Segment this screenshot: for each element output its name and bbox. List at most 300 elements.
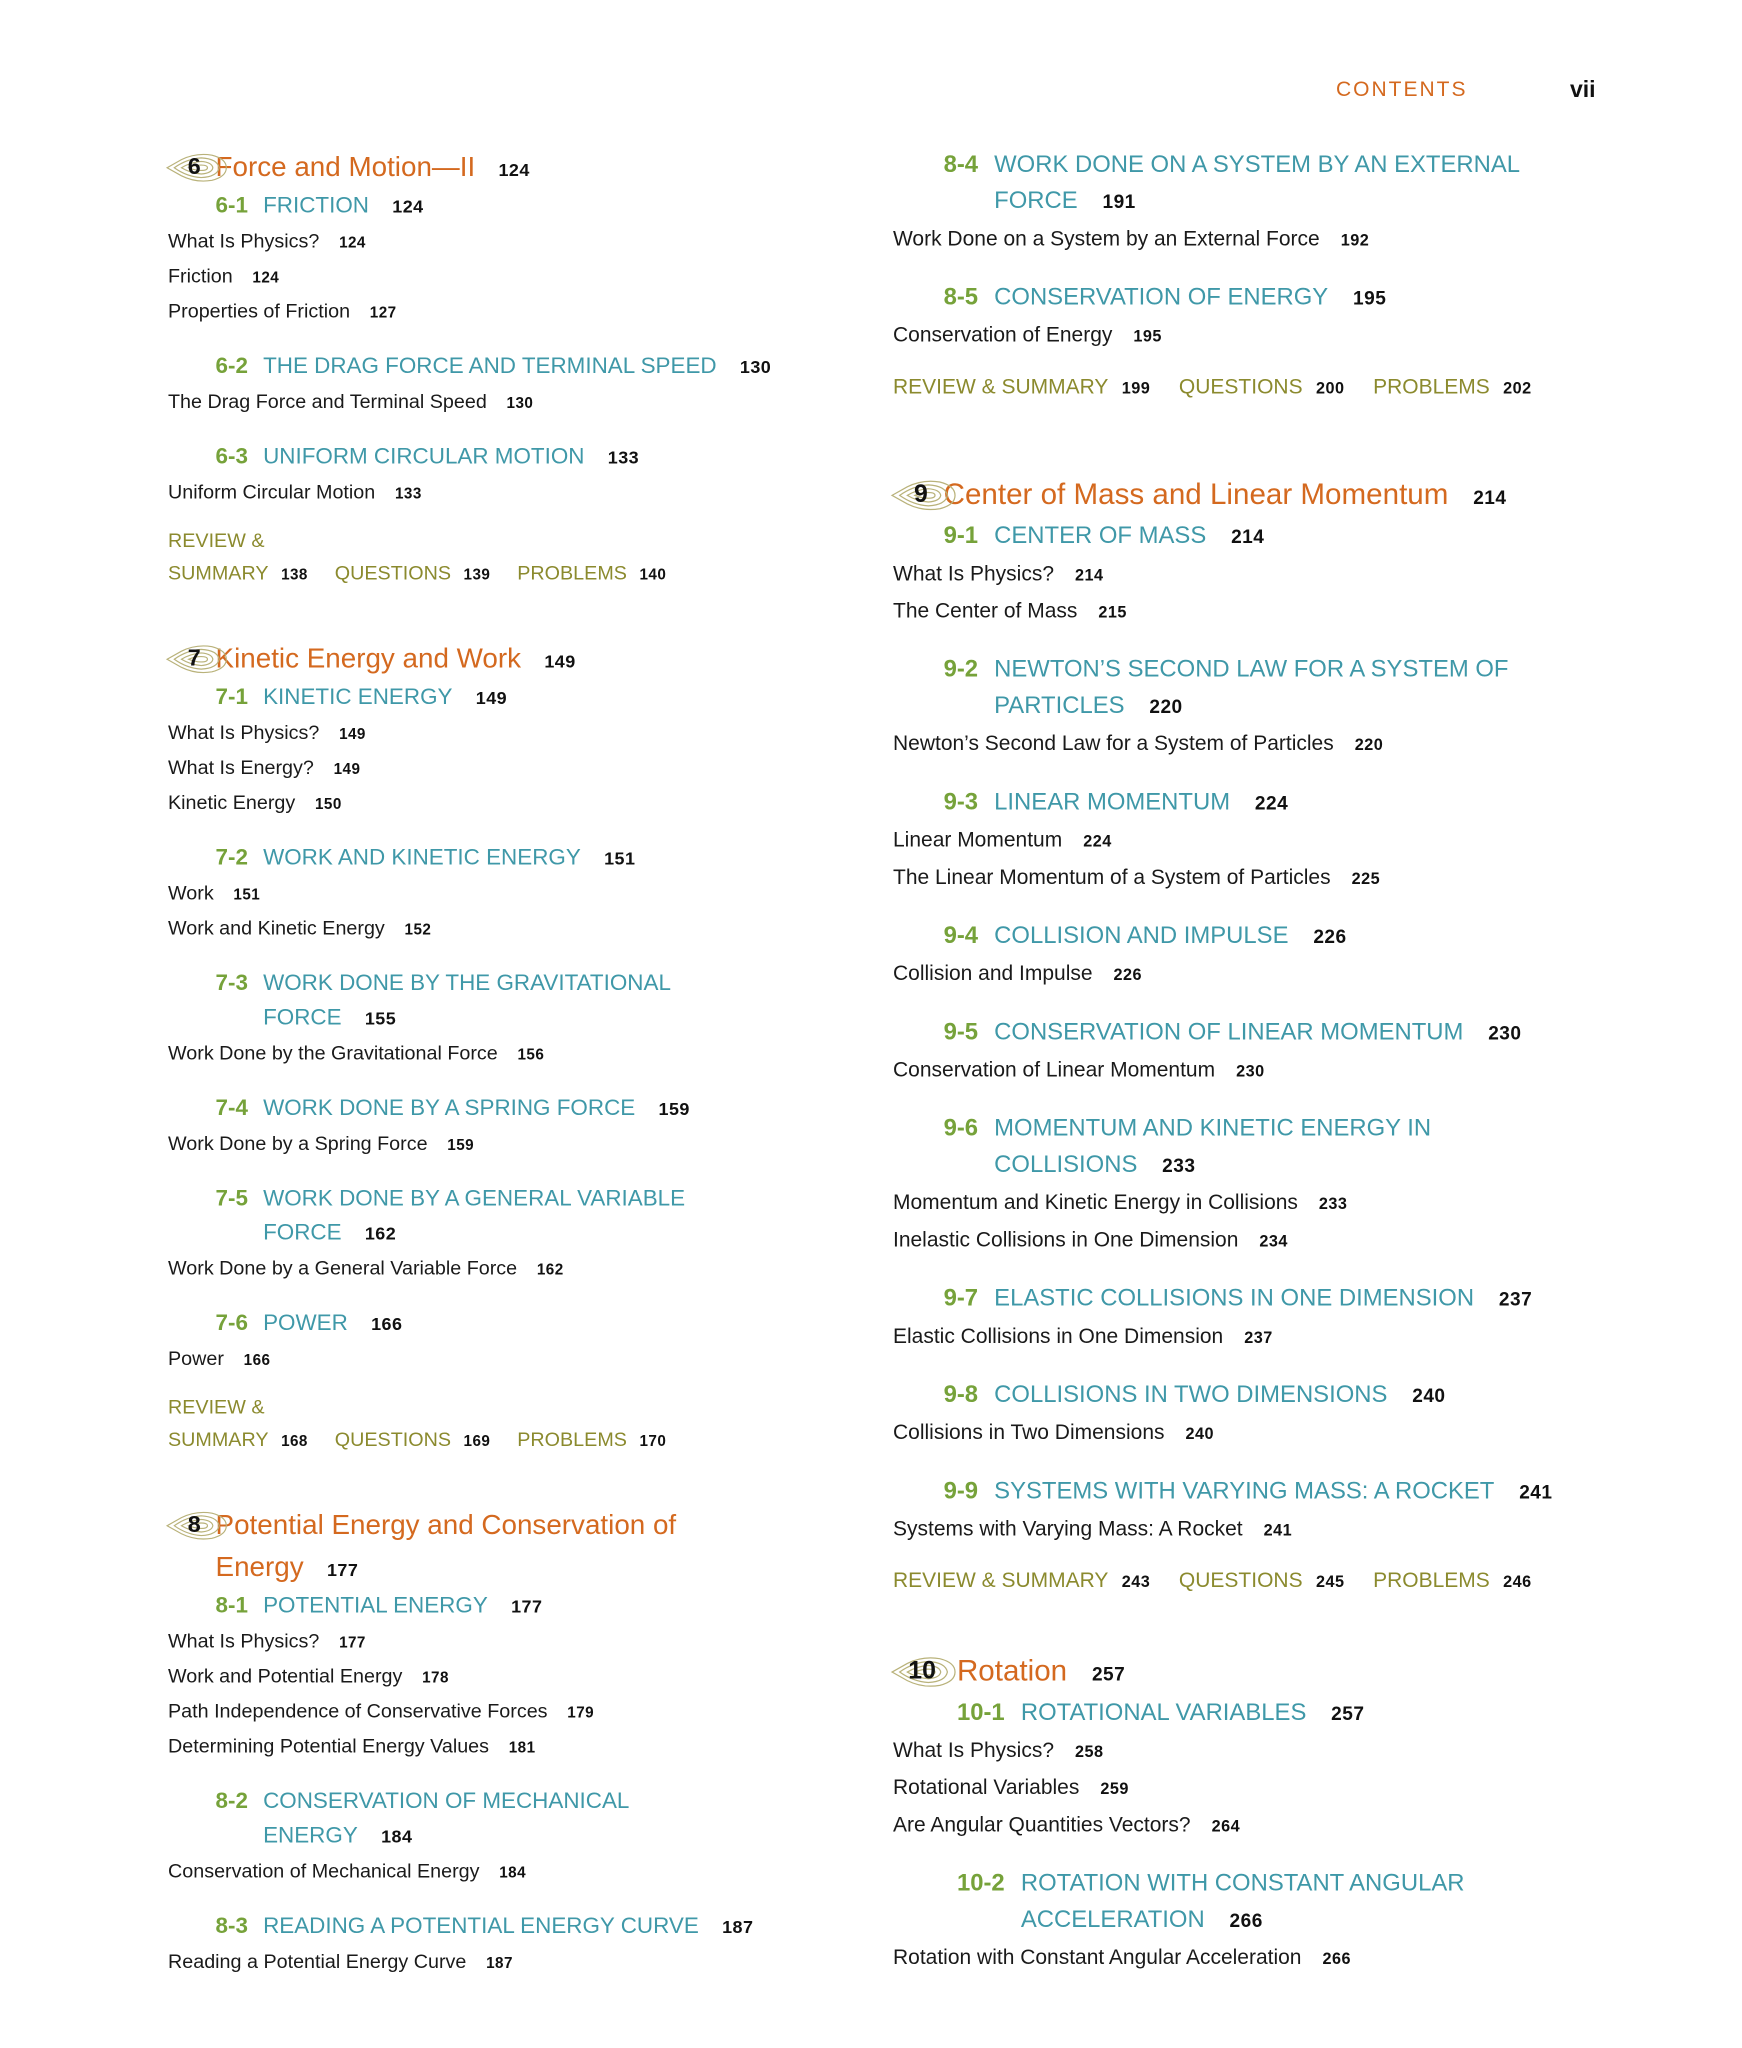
- module-section: [168, 441, 778, 510]
- topic-title: What Is Energy?: [168, 756, 314, 779]
- chapter-title: Potential Energy and Conservation of Energy: [215, 1508, 677, 1583]
- topic-title: Work Done by a General Variable Force: [168, 1256, 518, 1280]
- chapter-title: Rotation: [956, 1653, 1068, 1688]
- topic-title: Rotational Variables: [893, 1775, 1080, 1799]
- end-of-chapter-links: [168, 525, 778, 591]
- module-page: 226: [1313, 926, 1347, 948]
- topic-entry[interactable]: [168, 1729, 778, 1764]
- topic-entry[interactable]: [893, 1511, 1599, 1548]
- module-heading[interactable]: [944, 519, 1600, 555]
- topic-page: 159: [447, 1136, 475, 1154]
- chapter-section: [168, 148, 778, 591]
- module-section: [168, 968, 778, 1071]
- page-number: vii: [1570, 76, 1596, 102]
- module-section: [893, 1474, 1599, 1547]
- topic-entry[interactable]: [893, 1939, 1599, 1976]
- topic-page: 187: [486, 1954, 513, 1972]
- module-title: WORK DONE BY THE GRAVITATIONAL FORCE: [263, 970, 671, 1030]
- end-of-chapter-links: [893, 1563, 1599, 1599]
- topic-entry[interactable]: [168, 1127, 778, 1162]
- module-page: 130: [739, 357, 772, 378]
- module-heading[interactable]: [944, 1282, 1600, 1318]
- topic-page: 150: [314, 795, 342, 813]
- module-heading[interactable]: [957, 1867, 1599, 1940]
- module-page: 230: [1488, 1023, 1522, 1045]
- module-title: ROTATIONAL VARIABLES: [1020, 1698, 1307, 1726]
- topic-page: 234: [1259, 1232, 1288, 1251]
- topic-page: 214: [1075, 565, 1104, 585]
- topic-page: 149: [333, 760, 361, 778]
- module-page: 177: [511, 1597, 543, 1618]
- module-number: 9-3: [943, 788, 979, 816]
- topic-entry[interactable]: [893, 221, 1599, 258]
- topic-page: 127: [369, 304, 397, 322]
- topic-page: 179: [567, 1704, 595, 1722]
- topic-entry[interactable]: [168, 1342, 778, 1377]
- module-title: WORK DONE BY A SPRING FORCE: [263, 1095, 636, 1121]
- review-summary-link[interactable]: [168, 529, 308, 584]
- topic-title: What Is Physics?: [168, 721, 320, 744]
- running-head: CONTENTS: [1336, 78, 1468, 101]
- topic-title: Inelastic Collisions in One Dimension: [893, 1227, 1239, 1252]
- topic-entry[interactable]: [893, 725, 1599, 762]
- problems-link[interactable]: [1373, 1568, 1532, 1592]
- module-title: LINEAR MOMENTUM: [994, 788, 1231, 816]
- module-page: 124: [392, 197, 424, 218]
- module-section: [893, 919, 1599, 992]
- module-title: CONSERVATION OF MECHANICAL ENERGY: [263, 1788, 629, 1848]
- topic-page: 237: [1244, 1328, 1273, 1347]
- chapter-section: [893, 474, 1599, 1599]
- module-section: [168, 351, 778, 420]
- topic-title: Kinetic Energy: [168, 791, 296, 814]
- module-heading[interactable]: [216, 1308, 778, 1342]
- topic-page: 152: [404, 921, 432, 939]
- chapter-number: 9: [913, 479, 928, 508]
- module-page: 155: [364, 1009, 397, 1029]
- chapter-section: [893, 148, 1599, 406]
- module-page: 195: [1353, 288, 1387, 310]
- topic-page: 241: [1263, 1521, 1293, 1540]
- topic-page: 192: [1340, 231, 1370, 250]
- module-page: 233: [1162, 1155, 1196, 1177]
- review-summary-link-page: 199: [1121, 378, 1151, 398]
- module-number: 9-6: [943, 1114, 979, 1142]
- topic-entry[interactable]: [168, 259, 778, 294]
- module-number: 10-1: [956, 1698, 1005, 1726]
- topic-page: 266: [1322, 1949, 1351, 1968]
- topic-page: 184: [499, 1863, 527, 1881]
- module-page: 224: [1254, 793, 1289, 815]
- topic-page: 178: [422, 1669, 449, 1687]
- topic-page: 220: [1354, 735, 1384, 754]
- chapter-section: [893, 1651, 1599, 1976]
- review-summary-link-label: REVIEW & SUMMARY: [893, 1568, 1109, 1592]
- module-title: ROTATION WITH CONSTANT ANGULAR ACCELERATION: [1020, 1869, 1465, 1933]
- questions-link[interactable]: [1179, 374, 1345, 398]
- questions-link[interactable]: [335, 1428, 491, 1450]
- topic-entry[interactable]: [893, 1222, 1599, 1259]
- questions-link-page: 169: [463, 1432, 491, 1450]
- module-section: [893, 1378, 1599, 1451]
- topic-page: 156: [517, 1045, 545, 1063]
- module-heading[interactable]: [216, 842, 778, 876]
- chapter-page: 214: [1473, 487, 1507, 509]
- module-number: 9-5: [943, 1018, 979, 1046]
- module-title: NEWTON’S SECOND LAW FOR A SYSTEM OF PARTICLES: [994, 655, 1509, 719]
- topic-title: What Is Physics?: [168, 229, 320, 253]
- module-number: 9-1: [943, 522, 979, 549]
- chapter-title: Kinetic Energy and Work: [215, 642, 522, 674]
- topic-title: Collisions in Two Dimensions: [893, 1420, 1165, 1444]
- module-section: [168, 1092, 778, 1161]
- module-title: CONSERVATION OF ENERGY: [994, 283, 1329, 311]
- topic-title: Conservation of Mechanical Energy: [168, 1859, 480, 1882]
- topic-page: 258: [1075, 1742, 1104, 1761]
- topic-entry[interactable]: [168, 1945, 778, 1980]
- module-number: 9-2: [943, 655, 979, 683]
- module-section: [168, 842, 778, 946]
- topic-title: Linear Momentum: [893, 827, 1063, 852]
- topic-title: Are Angular Quantities Vectors?: [893, 1812, 1191, 1837]
- topic-page: 151: [233, 886, 261, 904]
- module-number: 7-3: [215, 970, 248, 996]
- topic-title: The Linear Momentum of a System of Particles: [893, 864, 1331, 889]
- chapter-heading[interactable]: [893, 1651, 1599, 1696]
- module-number: 6-3: [215, 443, 248, 470]
- topic-entry[interactable]: [168, 1854, 778, 1889]
- topic-entry[interactable]: [893, 822, 1599, 859]
- module-heading[interactable]: [216, 1590, 778, 1624]
- questions-link[interactable]: [335, 561, 491, 583]
- topic-page: 133: [394, 485, 422, 503]
- module-page: 214: [1231, 526, 1265, 548]
- module-title: WORK AND KINETIC ENERGY: [263, 844, 581, 871]
- questions-link-label: QUESTIONS: [1178, 374, 1303, 399]
- topic-entry[interactable]: [893, 1732, 1599, 1769]
- questions-link-page: 245: [1315, 1572, 1345, 1591]
- problems-link-page: 246: [1503, 1572, 1532, 1591]
- module-heading[interactable]: [216, 1092, 778, 1126]
- module-heading[interactable]: [944, 1112, 1600, 1185]
- topic-entry[interactable]: [168, 876, 778, 911]
- chapter-heading[interactable]: [893, 474, 1599, 519]
- module-section: [893, 653, 1599, 763]
- chapter-number: 10: [908, 1655, 936, 1685]
- topic-entry[interactable]: [893, 593, 1599, 630]
- module-page: 241: [1519, 1482, 1553, 1504]
- chapter-page: 149: [544, 652, 576, 672]
- topic-entry[interactable]: [893, 1184, 1599, 1221]
- module-section: [168, 1183, 778, 1286]
- module-number: 7-5: [215, 1185, 248, 1211]
- review-summary-link[interactable]: [893, 374, 1150, 398]
- module-title: COLLISION AND IMPULSE: [994, 921, 1289, 949]
- topic-title: The Center of Mass: [893, 598, 1078, 623]
- topic-page: 195: [1133, 327, 1162, 346]
- topic-page: 230: [1236, 1062, 1265, 1081]
- module-heading[interactable]: [216, 351, 778, 385]
- module-page: 266: [1229, 1910, 1263, 1932]
- problems-link[interactable]: [517, 1428, 666, 1450]
- module-section: [168, 682, 778, 821]
- topic-entry[interactable]: [168, 475, 778, 510]
- page-header: [1300, 78, 1600, 108]
- topic-page: 264: [1211, 1817, 1241, 1836]
- topic-page: 130: [506, 394, 534, 412]
- chapter-number: 6: [187, 152, 201, 180]
- problems-link[interactable]: [517, 561, 666, 583]
- topic-title: What Is Physics?: [893, 1737, 1055, 1762]
- topic-entry[interactable]: [168, 911, 778, 946]
- module-section: [893, 519, 1599, 630]
- module-heading[interactable]: [944, 1378, 1600, 1414]
- module-section: [893, 148, 1599, 258]
- review-summary-link-label: REVIEW & SUMMARY: [168, 529, 269, 584]
- module-title: KINETIC ENERGY: [263, 684, 453, 710]
- review-summary-link-label: REVIEW & SUMMARY: [168, 1395, 269, 1451]
- review-summary-link-page: 138: [281, 565, 308, 584]
- topic-entry[interactable]: [893, 1414, 1599, 1451]
- module-heading[interactable]: [944, 281, 1600, 317]
- module-number: 8-2: [215, 1788, 248, 1814]
- topic-entry[interactable]: [893, 1807, 1599, 1844]
- topic-entry[interactable]: [168, 1694, 778, 1729]
- topic-title: Uniform Circular Motion: [168, 480, 376, 504]
- module-number: 7-1: [215, 684, 248, 710]
- topic-entry[interactable]: [168, 716, 778, 751]
- module-heading[interactable]: [216, 682, 778, 716]
- chapter-section: [168, 640, 778, 1458]
- topic-page: 215: [1098, 603, 1127, 622]
- problems-link-page: 170: [639, 1432, 667, 1450]
- module-number: 9-9: [943, 1477, 979, 1505]
- topic-title: Path Independence of Conservative Forces: [168, 1699, 548, 1723]
- topic-entry[interactable]: [893, 317, 1599, 354]
- end-of-chapter-links: [893, 369, 1599, 405]
- topic-title: Work Done on a System by an External Force: [893, 226, 1320, 251]
- chapter-number: 7: [187, 644, 201, 671]
- module-heading[interactable]: [216, 968, 778, 1036]
- module-heading[interactable]: [216, 190, 778, 224]
- module-title: ELASTIC COLLISIONS IN ONE DIMENSION: [994, 1284, 1475, 1312]
- module-title: WORK DONE ON A SYSTEM BY AN EXTERNAL FORCE: [994, 150, 1520, 214]
- module-page: 151: [604, 849, 636, 870]
- module-page: 257: [1331, 1703, 1365, 1725]
- module-heading[interactable]: [944, 148, 1600, 221]
- module-section: [893, 1015, 1599, 1088]
- review-summary-link[interactable]: [893, 1568, 1150, 1592]
- module-section: [893, 281, 1599, 354]
- review-summary-link-page: 243: [1121, 1572, 1151, 1591]
- module-number: 9-8: [943, 1380, 979, 1408]
- module-title: CONSERVATION OF LINEAR MOMENTUM: [994, 1018, 1464, 1046]
- problems-link-label: PROBLEMS: [517, 1427, 627, 1451]
- module-number: 8-3: [215, 1913, 248, 1939]
- topic-page: 181: [508, 1739, 536, 1757]
- module-number: 6-1: [215, 192, 248, 218]
- module-title: UNIFORM CIRCULAR MOTION: [263, 443, 585, 470]
- module-number: 7-6: [215, 1310, 248, 1336]
- problems-link[interactable]: [1373, 374, 1532, 398]
- topic-page: 124: [252, 269, 280, 287]
- topic-title: Collision and Impulse: [893, 961, 1093, 985]
- topic-entry[interactable]: [168, 751, 778, 786]
- module-heading[interactable]: [216, 441, 778, 475]
- module-heading[interactable]: [216, 1786, 778, 1854]
- topic-title: Newton’s Second Law for a System of Particles: [893, 731, 1334, 755]
- questions-link-label: QUESTIONS: [1178, 1568, 1303, 1592]
- problems-link-page: 202: [1503, 378, 1532, 398]
- topic-entry[interactable]: [893, 555, 1599, 592]
- review-summary-link-label: REVIEW & SUMMARY: [893, 374, 1109, 399]
- topic-page: 162: [536, 1261, 564, 1279]
- module-title: THE DRAG FORCE AND TERMINAL SPEED: [263, 353, 717, 379]
- module-number: 9-4: [943, 921, 979, 949]
- module-heading[interactable]: [944, 1474, 1600, 1510]
- topic-page: 240: [1185, 1424, 1215, 1444]
- module-section: [893, 1282, 1599, 1355]
- module-heading[interactable]: [944, 653, 1600, 726]
- chapter-section: [168, 1506, 778, 1980]
- module-heading[interactable]: [216, 1911, 778, 1945]
- chapter-heading[interactable]: [168, 640, 778, 682]
- topic-title: Determining Potential Energy Values: [168, 1734, 490, 1758]
- topic-entry[interactable]: [168, 224, 778, 259]
- toc-column-right: [893, 148, 1599, 2028]
- chapter-page: 177: [326, 1560, 359, 1581]
- questions-link-page: 139: [463, 565, 491, 584]
- module-section: [168, 1308, 778, 1377]
- module-heading[interactable]: [944, 1015, 1600, 1051]
- toc-column-left: [168, 148, 778, 2028]
- questions-link-label: QUESTIONS: [334, 561, 452, 584]
- module-heading[interactable]: [944, 785, 1600, 821]
- module-section: [168, 190, 778, 329]
- problems-link-page: 140: [639, 565, 667, 584]
- chapter-page: 124: [498, 160, 530, 181]
- topic-entry[interactable]: [893, 1769, 1599, 1806]
- module-page: 159: [658, 1099, 690, 1120]
- topic-title: Properties of Friction: [168, 299, 351, 323]
- module-title: COLLISIONS IN TWO DIMENSIONS: [994, 1380, 1388, 1408]
- topic-page: 224: [1083, 832, 1112, 851]
- topic-entry[interactable]: [168, 1251, 778, 1286]
- topic-entry[interactable]: [893, 1318, 1599, 1355]
- topic-title: Momentum and Kinetic Energy in Collisions: [893, 1190, 1298, 1214]
- module-number: 6-2: [215, 353, 248, 379]
- topic-entry[interactable]: [168, 786, 778, 821]
- module-page: 220: [1149, 696, 1183, 718]
- topic-title: Reading a Potential Energy Curve: [168, 1949, 467, 1973]
- questions-link[interactable]: [1179, 1568, 1345, 1592]
- review-summary-link-page: 168: [281, 1432, 308, 1450]
- module-section: [168, 1590, 778, 1764]
- topic-entry[interactable]: [168, 294, 778, 329]
- chapter-title: Force and Motion—II: [215, 150, 476, 183]
- module-heading[interactable]: [957, 1696, 1599, 1732]
- chapter-heading[interactable]: [168, 148, 778, 190]
- module-number: 8-1: [215, 1592, 248, 1619]
- module-title: MOMENTUM AND KINETIC ENERGY IN COLLISIONS: [994, 1114, 1432, 1178]
- topic-entry[interactable]: [893, 1052, 1599, 1089]
- module-number: 8-4: [943, 150, 979, 178]
- topic-title: Work and Potential Energy: [168, 1664, 403, 1688]
- module-page: 133: [607, 448, 640, 469]
- module-number: 8-5: [943, 283, 979, 311]
- chapter-page: 257: [1091, 1664, 1126, 1686]
- module-page: 162: [364, 1224, 397, 1245]
- questions-link-page: 200: [1315, 378, 1345, 398]
- topic-entry[interactable]: [168, 385, 778, 420]
- topic-entry[interactable]: [893, 955, 1599, 992]
- topic-entry[interactable]: [168, 1659, 778, 1694]
- module-page: 237: [1498, 1289, 1533, 1311]
- module-page: 187: [722, 1917, 754, 1938]
- questions-link-label: QUESTIONS: [334, 1427, 452, 1451]
- module-number: 7-2: [215, 844, 248, 871]
- topic-page: 166: [243, 1351, 271, 1369]
- topic-title: Friction: [168, 264, 233, 288]
- topic-entry[interactable]: [893, 859, 1599, 896]
- end-of-chapter-links: [168, 1391, 778, 1457]
- topic-title: Systems with Varying Mass: A Rocket: [893, 1516, 1243, 1541]
- topic-title: Work Done by a Spring Force: [168, 1131, 428, 1155]
- module-page: 191: [1102, 191, 1136, 213]
- problems-link-label: PROBLEMS: [1373, 1568, 1490, 1592]
- module-section: [893, 1696, 1599, 1844]
- topic-page: 177: [339, 1634, 366, 1652]
- topic-entry[interactable]: [168, 1036, 778, 1071]
- module-number: 9-7: [943, 1284, 979, 1312]
- chapter-title: Center of Mass and Linear Momentum: [943, 477, 1449, 511]
- module-heading[interactable]: [944, 919, 1600, 955]
- module-title: CENTER OF MASS: [994, 522, 1207, 549]
- chapter-heading[interactable]: [168, 1506, 778, 1590]
- module-title: POWER: [263, 1310, 348, 1336]
- topic-page: 233: [1318, 1194, 1348, 1214]
- module-page: 166: [371, 1314, 403, 1335]
- problems-link-label: PROBLEMS: [517, 561, 627, 584]
- topic-title: Conservation of Linear Momentum: [893, 1057, 1216, 1082]
- module-number: 7-4: [215, 1095, 248, 1121]
- review-summary-link[interactable]: [168, 1396, 308, 1451]
- topic-title: What Is Physics?: [168, 1629, 320, 1653]
- module-title: FRICTION: [263, 192, 369, 218]
- module-title: WORK DONE BY A GENERAL VARIABLE FORCE: [263, 1185, 686, 1245]
- module-heading[interactable]: [216, 1183, 778, 1251]
- topic-title: Work and Kinetic Energy: [168, 916, 385, 940]
- topic-title: What Is Physics?: [893, 561, 1055, 586]
- module-section: [893, 1867, 1599, 1977]
- topic-page: 226: [1113, 965, 1143, 984]
- topic-title: The Drag Force and Terminal Speed: [168, 390, 487, 413]
- topic-title: Conservation of Energy: [893, 322, 1113, 347]
- module-title: POTENTIAL ENERGY: [263, 1592, 488, 1619]
- topic-entry[interactable]: [168, 1624, 778, 1659]
- topic-title: Rotation with Constant Angular Acceleration: [893, 1944, 1302, 1969]
- module-section: [168, 1911, 778, 1980]
- topic-title: Work Done by the Gravitational Force: [168, 1041, 498, 1064]
- problems-link-label: PROBLEMS: [1373, 374, 1490, 399]
- module-title: READING A POTENTIAL ENERGY CURVE: [263, 1913, 699, 1939]
- topic-page: 225: [1351, 869, 1381, 888]
- topic-title: Elastic Collisions in One Dimension: [893, 1323, 1224, 1348]
- module-number: 10-2: [956, 1869, 1005, 1897]
- topic-title: Work: [168, 881, 214, 905]
- topic-page: 124: [339, 234, 366, 252]
- topic-title: Power: [168, 1347, 224, 1370]
